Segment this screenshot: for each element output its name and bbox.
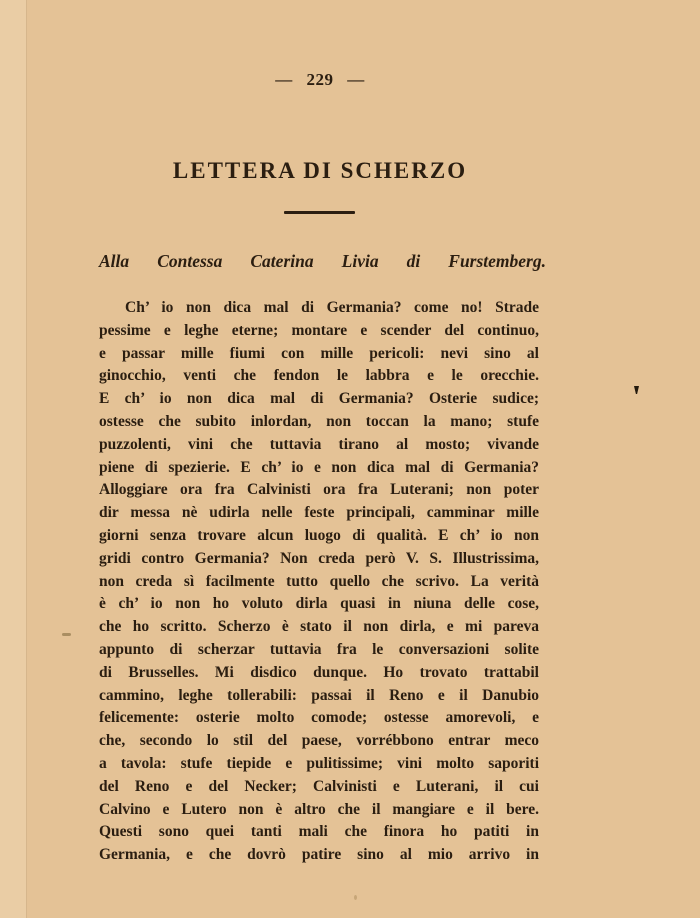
- text-line: Calvino e Lutero non è altro che il mangiare e il bere.: [99, 800, 539, 818]
- text-line: pessime e leghe eterne; montare e scender del continuo,: [99, 321, 539, 339]
- ink-speck-left-margin: [62, 633, 71, 636]
- page-title: LETTERA DI SCHERZO: [172, 158, 468, 183]
- text-line: che, secondo lo stil del paese, vorrébbono entrar meco: [99, 732, 539, 750]
- text-line: puzzolenti, vini che tuttavia tirano al mosto; vivande: [99, 435, 539, 453]
- text-line: e passar mille fiumi con mille pericoli: nevi sino al: [99, 344, 539, 362]
- text-line: Ch’ io non dica mal di Germania? come no! Strade: [125, 299, 539, 316]
- text-line: di Brusselles. Mi disdico dunque. Ho trovato trattabil: [99, 663, 539, 681]
- text-line: a tavola: stufe tiepide e pulitissime; vini molto saporiti: [99, 754, 539, 772]
- text-line: Alloggiare ora fra Calvinisti ora fra Luterani; non poter: [99, 481, 539, 499]
- page-scan-edge: [0, 0, 27, 918]
- text-line: appunto di scherzar tuttavia fra le conversazioni solite: [99, 640, 539, 658]
- title-divider-rule: [284, 211, 355, 214]
- text-line: giorni senza trovare alcun luogo di qualità. E ch’ io non: [99, 526, 539, 544]
- text-line: ginocchio, venti che fendon le labbra e le orecchie.: [99, 367, 539, 385]
- page-number: — 229 —: [275, 70, 365, 89]
- text-line: non creda sì facilmente tutto quello che scrivo. La verità: [99, 572, 539, 590]
- text-line: piene di spezierie. E ch’ io e non dica mal di Germania?: [99, 458, 539, 476]
- text-line: che ho scritto. Scherzo è stato il non dirla, e mi pareva: [99, 618, 539, 636]
- text-line: E ch’ io non dica mal di Germania? Osterie sudice;: [99, 390, 539, 408]
- text-line: cammino, leghe tollerabili: passai il Reno e il Danubio: [99, 686, 539, 704]
- dedication-line: Alla Contessa Caterina Livia di Furstemberg.: [99, 251, 546, 271]
- text-line: Questi sono quei tanti mali che finora ho patiti in: [99, 823, 539, 841]
- ink-speck-right-margin: [634, 386, 639, 394]
- text-line: felicemente: osterie molto comode; ostesse amorevoli, e: [99, 709, 539, 727]
- letter-body: [99, 297, 539, 867]
- text-line: è ch’ io non ho voluto dirla quasi in niuna delle cose,: [99, 595, 539, 613]
- ink-speck-bottom: [354, 895, 357, 900]
- text-line: del Reno e del Necker; Calvinisti e Luterani, il cui: [99, 777, 539, 795]
- text-line: Germania, e che dovrò patire sino al mio arrivo in: [99, 846, 539, 864]
- text-line: gridi contro Germania? Non creda però V. S. Illustrissima,: [99, 549, 539, 567]
- text-line: ostesse che subito inlordan, non toccan la mano; stufe: [99, 412, 539, 430]
- text-line: dir messa nè udirla nelle feste principali, camminar mille: [99, 504, 539, 522]
